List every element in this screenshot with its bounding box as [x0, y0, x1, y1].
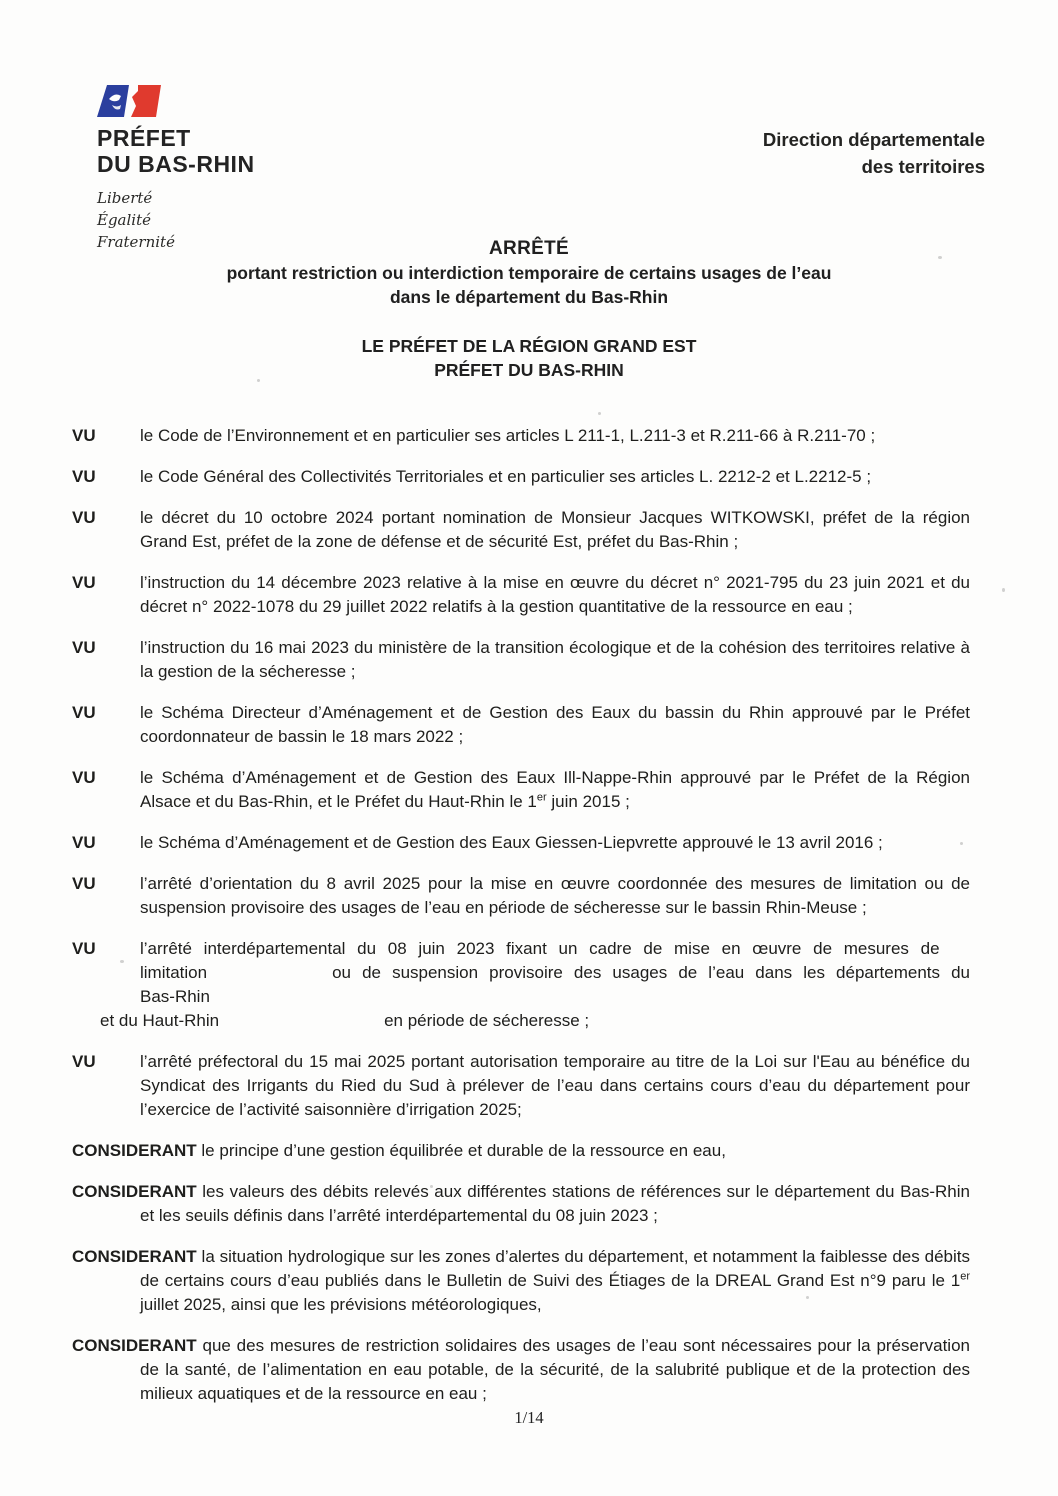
title-block [0, 237, 1058, 382]
considerant-text: juillet 2025, ainsi que les prévisions météorologiques, [140, 1295, 542, 1314]
motto-fraternite: Fraternité [97, 233, 175, 251]
vu-item [72, 872, 970, 920]
considerant-item [72, 1245, 970, 1317]
vu-item [72, 465, 970, 489]
vu-label: VU [72, 939, 96, 958]
vu-text: l’arrêté d’orientation du 8 avril 2025 pour la mise en œuvre coordonnée des mesures de limitation ou de suspension provisoire des usages de l’eau en période de sécheresse sur le bassin Rhin-Meuse ; [140, 874, 970, 917]
vu-label: VU [72, 426, 96, 445]
ordinal-superscript: er [960, 1270, 970, 1283]
document-subtitle-line1: portant restriction ou interdiction temporaire de certains usages de l’eau [226, 263, 832, 283]
page-number: 1/14 [514, 1408, 544, 1427]
considerant-label: CONSIDERANT [72, 1247, 197, 1266]
vu-text-line3 [100, 1009, 970, 1033]
vu-item [72, 571, 970, 619]
vu-text: le Schéma Directeur d’Aménagement et de Gestion des Eaux du bassin du Rhin approuvé par le Préfet coordonnateur de bassin le 18 mars 2022 ; [140, 703, 970, 746]
vu-item [72, 424, 970, 448]
vu-text-line2 [140, 961, 970, 1009]
vu-label: VU [72, 874, 96, 893]
document-body [72, 424, 970, 1423]
vu-label: VU [72, 1052, 96, 1071]
document-title: ARRÊTÉ [489, 238, 569, 259]
considerant-item [72, 1334, 970, 1406]
scan-speck [430, 1185, 433, 1188]
vu-text: l’instruction du 16 mai 2023 du ministère de la transition écologique et de la cohésion des territoires relative à la gestion de la sécheresse ; [140, 638, 970, 681]
ordinal-superscript: er [536, 791, 547, 804]
considerant-item [72, 1139, 970, 1163]
vu-text-part: ou de suspension provisoire des usages de l’eau dans les départements du Bas-Rhin [140, 963, 970, 1006]
vu-item [72, 831, 970, 855]
vu-text-part: en période de sécheresse ; [384, 1011, 590, 1030]
scan-speck [960, 842, 963, 845]
motto-liberte: Liberté [97, 189, 153, 207]
considerant-label: CONSIDERANT [72, 1336, 197, 1355]
vu-item [72, 766, 970, 814]
vu-text [100, 937, 970, 1033]
vu-label: VU [72, 508, 96, 527]
vu-text-line1: l’arrêté interdépartemental du 08 juin 2023 fixant un cadre de mise en œuvre de mesures de [140, 939, 940, 958]
document-subtitle-line2: dans le département du Bas-Rhin [389, 287, 669, 307]
vu-item [72, 1050, 970, 1122]
vu-label: VU [72, 467, 96, 486]
considerant-text: que des mesures de restriction solidaires des usages de l’eau sont nécessaires pour la préservation de la santé, de l’alimentation en eau potable, de la sécurité, de la salubrité publique et de la protection des milieux aquatiques et de la ressource en eau ; [140, 1336, 970, 1403]
vu-text: le Schéma d’Aménagement et de Gestion des Eaux Giessen-Liepvrette approuvé le 13 avril 2016 ; [140, 833, 883, 852]
scan-speck [257, 379, 260, 382]
french-flag-icon [97, 84, 163, 119]
issuing-direction [763, 126, 985, 180]
motto-egalite: Égalité [97, 211, 151, 229]
vu-text: le Code de l’Environnement et en particulier ses articles L 211-1, L.211-3 et R.211-66 à R.211-70 ; [140, 426, 876, 445]
ministry-name-line2: DU BAS-RHIN [97, 151, 255, 177]
direction-line2: des territoires [861, 156, 985, 177]
vu-text [140, 766, 970, 814]
direction-line1: Direction départementale [762, 129, 985, 150]
vu-text-part: le Schéma d’Aménagement et de Gestion des Eaux Ill-Nappe-Rhin approuvé par le Préfet de la Région Alsace et du Bas-Rhin, et le Préfet du Haut-Rhin le 1 [140, 768, 970, 811]
considerant-label: CONSIDERANT [72, 1182, 197, 1201]
vu-label: VU [72, 573, 96, 592]
authority-line1: LE PRÉFET DE LA RÉGION GRAND EST [361, 336, 697, 356]
vu-text-part: et du Haut-Rhin [100, 1011, 220, 1030]
considerant-text: la situation hydrologique sur les zones d’alertes du département, et notamment la faiblesse des débits de certains cours d’eau publiés dans le Bulletin de Suivi des Étiages de la DREAL Grand Est n°9 paru le 1 [140, 1247, 970, 1290]
vu-label: VU [72, 833, 96, 852]
vu-text-part: limitation [140, 963, 208, 982]
considerant-text: les valeurs des débits relevés aux différentes stations de références sur le département du Bas-Rhin et les seuils définis dans l’arrêté interdépartemental du 08 juin 2023 ; [140, 1182, 970, 1225]
considerant-item [72, 1180, 970, 1228]
vu-text-part: juin 2015 ; [546, 792, 630, 811]
vu-text: l’arrêté préfectoral du 15 mai 2025 portant autorisation temporaire au titre de la Loi sur l'Eau au bénéfice du Syndicat des Irrigants du Ried du Sud à prélever de l’eau dans certains cours d’eau du département pour l’exercice de l’activité saisonnière d’irrigation 2025; [140, 1052, 970, 1119]
vu-label: VU [72, 703, 96, 722]
considerant-label: CONSIDERANT [72, 1141, 197, 1160]
french-government-logo [97, 84, 255, 253]
scan-speck [1002, 588, 1005, 592]
authority-line2: PRÉFET DU BAS-RHIN [434, 360, 624, 380]
vu-item-offset-layout [72, 937, 970, 1033]
vu-item [72, 636, 970, 684]
vu-text: le Code Général des Collectivités Territoriales et en particulier ses articles L. 2212-2 et L.2212-5 ; [140, 467, 872, 486]
vu-text: l’instruction du 14 décembre 2023 relative à la mise en œuvre du décret n° 2021-795 du 23 juin 2021 et du décret n° 2022-1078 du 29 juillet 2022 relatifs à la gestion quantitative de la ressource en eau ; [140, 573, 970, 616]
vu-label: VU [72, 638, 96, 657]
scan-speck [598, 412, 601, 415]
vu-item [72, 506, 970, 554]
vu-text: le décret du 10 octobre 2024 portant nomination de Monsieur Jacques WITKOWSKI, préfet de la région Grand Est, préfet de la zone de défense et de sécurité Est, préfet du Bas-Rhin ; [140, 508, 970, 551]
ministry-name-line1: PRÉFET [97, 125, 191, 151]
vu-item [72, 701, 970, 749]
scan-speck [806, 1296, 809, 1299]
scan-speck [120, 960, 124, 963]
considerant-text: le principe d’une gestion équilibrée et durable de la ressource en eau, [201, 1141, 726, 1160]
scan-speck [938, 256, 942, 259]
vu-label: VU [72, 768, 96, 787]
